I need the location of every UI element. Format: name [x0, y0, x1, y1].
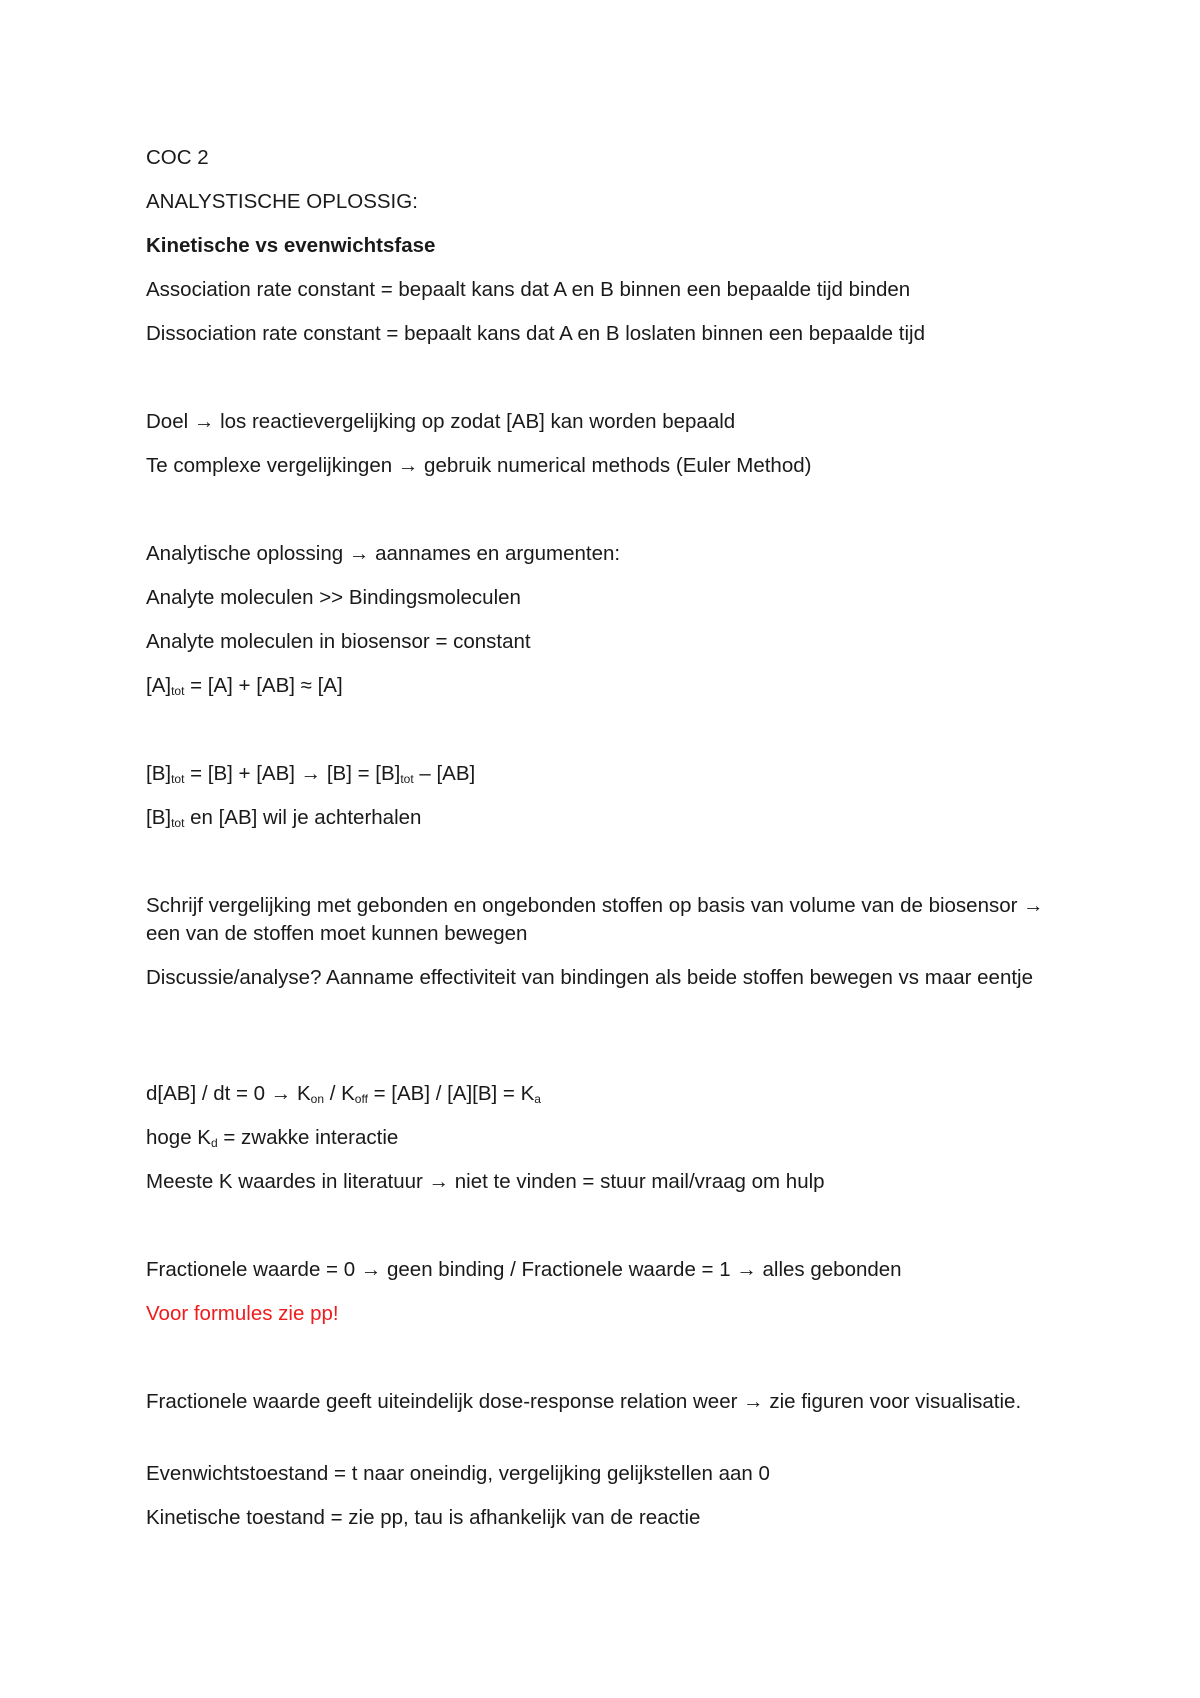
schrijf-paragraph: Schrijf vergelijking met gebonden en ongebonden stoffen op basis van volume van de biosensor → een van de stoffen moet kunnen bewegen [146, 894, 1044, 945]
arrow-icon: → [360, 1258, 382, 1281]
arrow-icon: → [300, 762, 322, 785]
kinetische-line: Kinetische toestand = zie pp, tau is afhankelijk van de reactie [146, 1506, 701, 1529]
section-heading: ANALYSTISCHE OPLOSSIG: [146, 190, 418, 213]
analyte-line-1: Analyte moleculen >> Bindingsmoleculen [146, 586, 521, 609]
arrow-icon: → [270, 1082, 292, 1105]
analyte-line-2: Analyte moleculen in biosensor = constant [146, 630, 531, 653]
analytische-line: Analytische oplossing → aannames en argumenten: [146, 542, 621, 565]
doc-title: COC 2 [146, 146, 209, 169]
arrow-icon: → [193, 410, 215, 433]
equation-b: $[B]_{tot} = [B] + [AB] \to [B] = [B]_{tot} - [AB]$ [146, 762, 476, 786]
arrow-icon: → [428, 1170, 450, 1193]
evenwicht-line: Evenwichtstoestand = t naar oneindig, vergelijking gelijkstellen aan 0 [146, 1462, 770, 1485]
subheading: Kinetische vs evenwichtsfase [146, 234, 436, 257]
dose-response-paragraph: Fractionele waarde geeft uiteindelijk dose-response relation weer → zie figuren voor visualisatie. [146, 1390, 1022, 1413]
discussie-paragraph: Discussie/analyse? Aanname effectiviteit van bindingen als beide stoffen bewegen vs maar eentje [146, 966, 1033, 989]
derivative-equation: d[AB] / dt = $0 \to K_{on} / K_{off} = [AB] / [A][B] = K_a$ [146, 1082, 541, 1106]
arrow-icon: → [743, 1390, 764, 1413]
dissociation-line: Dissociation rate constant = bepaalt kans dat A en B loslaten binnen een bepaalde tijd [146, 322, 925, 345]
fractionele-line: Fractionele waarde = 0 → geen binding / Fractionele waarde = 1 → alles gebonden [146, 1258, 902, 1281]
arrow-icon: → [736, 1258, 757, 1281]
association-line: Association rate constant = bepaalt kans dat A en B binnen een bepaalde tijd binden [146, 278, 911, 301]
complex-line: Te complexe vergelijkingen → gebruik numerical methods (Euler Method) [146, 454, 812, 477]
equation-b-goal: $[B]_{tot}$ en [AB] wil je achterhalen [146, 806, 422, 830]
arrow-icon: → [348, 542, 370, 565]
equation-a: $[A]_{tot} = [A] + [AB] \approx [A]$ [146, 674, 343, 698]
arrow-icon: → [1023, 894, 1044, 917]
hoge-kd-line: hoge $K_d$ = zwakke interactie [146, 1126, 399, 1150]
doel-line: Doel → los reactievergelijking op zodat [AB] kan worden bepaald [146, 410, 736, 433]
formules-note: Voor formules zie pp! [146, 1302, 339, 1325]
arrow-icon: → [397, 454, 419, 477]
meeste-line: Meeste K waardes in literatuur → niet te vinden = stuur mail/vraag om hulp [146, 1170, 825, 1193]
